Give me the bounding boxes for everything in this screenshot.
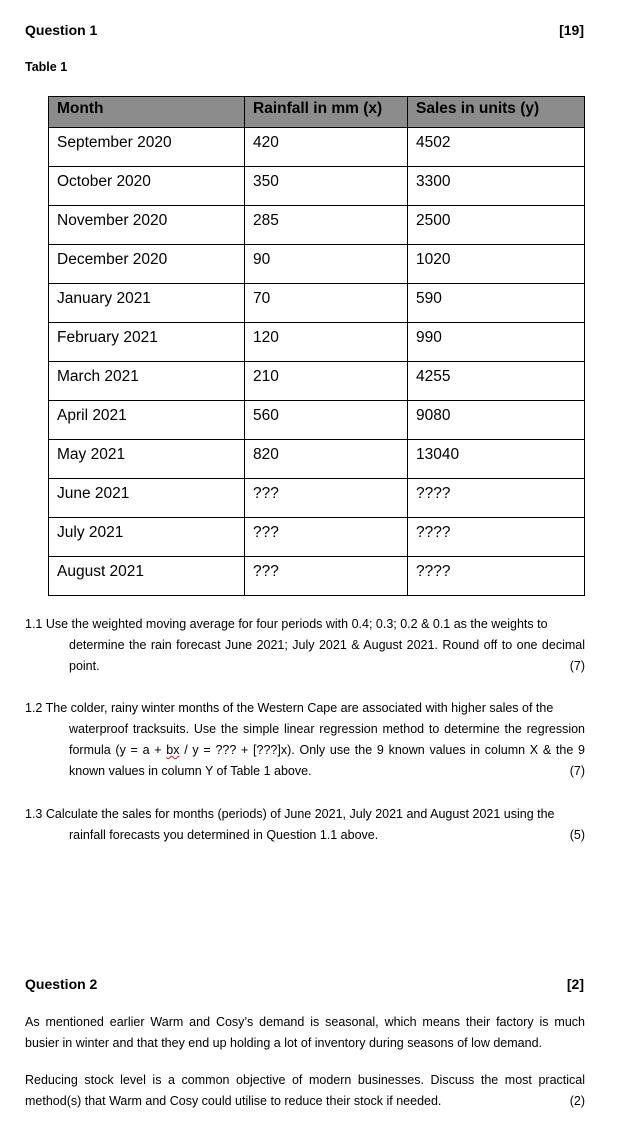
cell-rainfall: 285 bbox=[245, 206, 408, 245]
cell-month: October 2020 bbox=[49, 167, 245, 206]
q1-2-text-b: / y = ??? + [???]x). Only use the 9 known values in column X & the 9 known values in column Y of Table 1 above. bbox=[69, 743, 585, 778]
cell-rainfall: 120 bbox=[245, 323, 408, 362]
cell-month: January 2021 bbox=[49, 284, 245, 323]
cell-sales: 990 bbox=[408, 323, 585, 362]
question-1-1 bbox=[25, 614, 585, 677]
cell-sales: ???? bbox=[408, 557, 585, 596]
cell-rainfall: 70 bbox=[245, 284, 408, 323]
cell-month: July 2021 bbox=[49, 518, 245, 557]
cell-sales: 1020 bbox=[408, 245, 585, 284]
table-row bbox=[49, 128, 585, 167]
cell-sales: 9080 bbox=[408, 401, 585, 440]
table-row bbox=[49, 323, 585, 362]
table-1-label: Table 1 bbox=[25, 60, 68, 74]
cell-sales: 590 bbox=[408, 284, 585, 323]
header-sales: Sales in units (y) bbox=[408, 97, 585, 128]
rainfall-sales-table bbox=[48, 96, 585, 596]
cell-rainfall: 210 bbox=[245, 362, 408, 401]
table-row bbox=[49, 167, 585, 206]
cell-month: August 2021 bbox=[49, 557, 245, 596]
cell-month: March 2021 bbox=[49, 362, 245, 401]
q1-3-text: rainfall forecasts you determined in Question 1.1 above. bbox=[69, 828, 379, 842]
cell-rainfall: 350 bbox=[245, 167, 408, 206]
question-1-title: Question 1 bbox=[25, 22, 98, 38]
cell-sales: 4255 bbox=[408, 362, 585, 401]
q1-2-bx: bx bbox=[166, 743, 180, 757]
cell-month: April 2021 bbox=[49, 401, 245, 440]
q1-1-marks: (7) bbox=[569, 659, 585, 673]
table-row bbox=[49, 557, 585, 596]
question-1-2 bbox=[25, 698, 585, 782]
table-row bbox=[49, 362, 585, 401]
cell-month: May 2021 bbox=[49, 440, 245, 479]
cell-sales: 2500 bbox=[408, 206, 585, 245]
q1-1-first-line: 1.1 Use the weighted moving average for four periods with 0.4; 0.3; 0.2 & 0.1 as the weights to bbox=[25, 617, 548, 631]
cell-sales: 13040 bbox=[408, 440, 585, 479]
header-rainfall: Rainfall in mm (x) bbox=[245, 97, 408, 128]
q1-2-marks: (7) bbox=[569, 764, 585, 778]
table-header-row bbox=[49, 97, 585, 128]
table-row bbox=[49, 401, 585, 440]
cell-month: June 2021 bbox=[49, 479, 245, 518]
cell-sales: ???? bbox=[408, 518, 585, 557]
q1-3-marks: (5) bbox=[569, 828, 585, 842]
question-2-marks: [2] bbox=[566, 976, 584, 992]
table-row bbox=[49, 518, 585, 557]
question-2-paragraph-1: As mentioned earlier Warm and Cosy’s demand is seasonal, which means their factory is much busier in winter and that they end up holding a lot of inventory during seasons of low demand. bbox=[25, 1015, 585, 1050]
table-row bbox=[49, 206, 585, 245]
table-row bbox=[49, 440, 585, 479]
cell-rainfall: 90 bbox=[245, 245, 408, 284]
q1-2-first-line: 1.2 The colder, rainy winter months of the Western Cape are associated with higher sales of the bbox=[25, 701, 554, 715]
q2-para2-marks: (2) bbox=[569, 1094, 585, 1108]
cell-month: February 2021 bbox=[49, 323, 245, 362]
q1-3-first-line: 1.3 Calculate the sales for months (periods) of June 2021, July 2021 and August 2021 using the bbox=[25, 807, 555, 821]
cell-rainfall: ??? bbox=[245, 479, 408, 518]
cell-sales: 3300 bbox=[408, 167, 585, 206]
table-row bbox=[49, 245, 585, 284]
question-1-3 bbox=[25, 804, 585, 846]
table-row bbox=[49, 284, 585, 323]
cell-rainfall: 560 bbox=[245, 401, 408, 440]
cell-sales: ???? bbox=[408, 479, 585, 518]
cell-rainfall: 820 bbox=[245, 440, 408, 479]
cell-rainfall: ??? bbox=[245, 557, 408, 596]
q1-1-text: determine the rain forecast June 2021; July 2021 & August 2021. Round off to one decimal point. bbox=[69, 638, 585, 673]
cell-rainfall: ??? bbox=[245, 518, 408, 557]
cell-sales: 4502 bbox=[408, 128, 585, 167]
cell-rainfall: 420 bbox=[245, 128, 408, 167]
q2-para2-text: Reducing stock level is a common objective of modern businesses. Discuss the most practical method(s) that Warm and Cosy could utilise to reduce their stock if needed. bbox=[25, 1073, 585, 1108]
cell-month: November 2020 bbox=[49, 206, 245, 245]
table-row bbox=[49, 479, 585, 518]
header-month: Month bbox=[49, 97, 245, 128]
cell-month: September 2020 bbox=[49, 128, 245, 167]
cell-month: December 2020 bbox=[49, 245, 245, 284]
q1-2-text-a: waterproof tracksuits. Use the simple linear regression method to determine the regression formula (y = a + bbox=[69, 722, 585, 757]
question-2-paragraph-2 bbox=[25, 1070, 585, 1112]
question-2-title: Question 2 bbox=[25, 976, 98, 992]
question-1-marks: [19] bbox=[559, 22, 584, 38]
